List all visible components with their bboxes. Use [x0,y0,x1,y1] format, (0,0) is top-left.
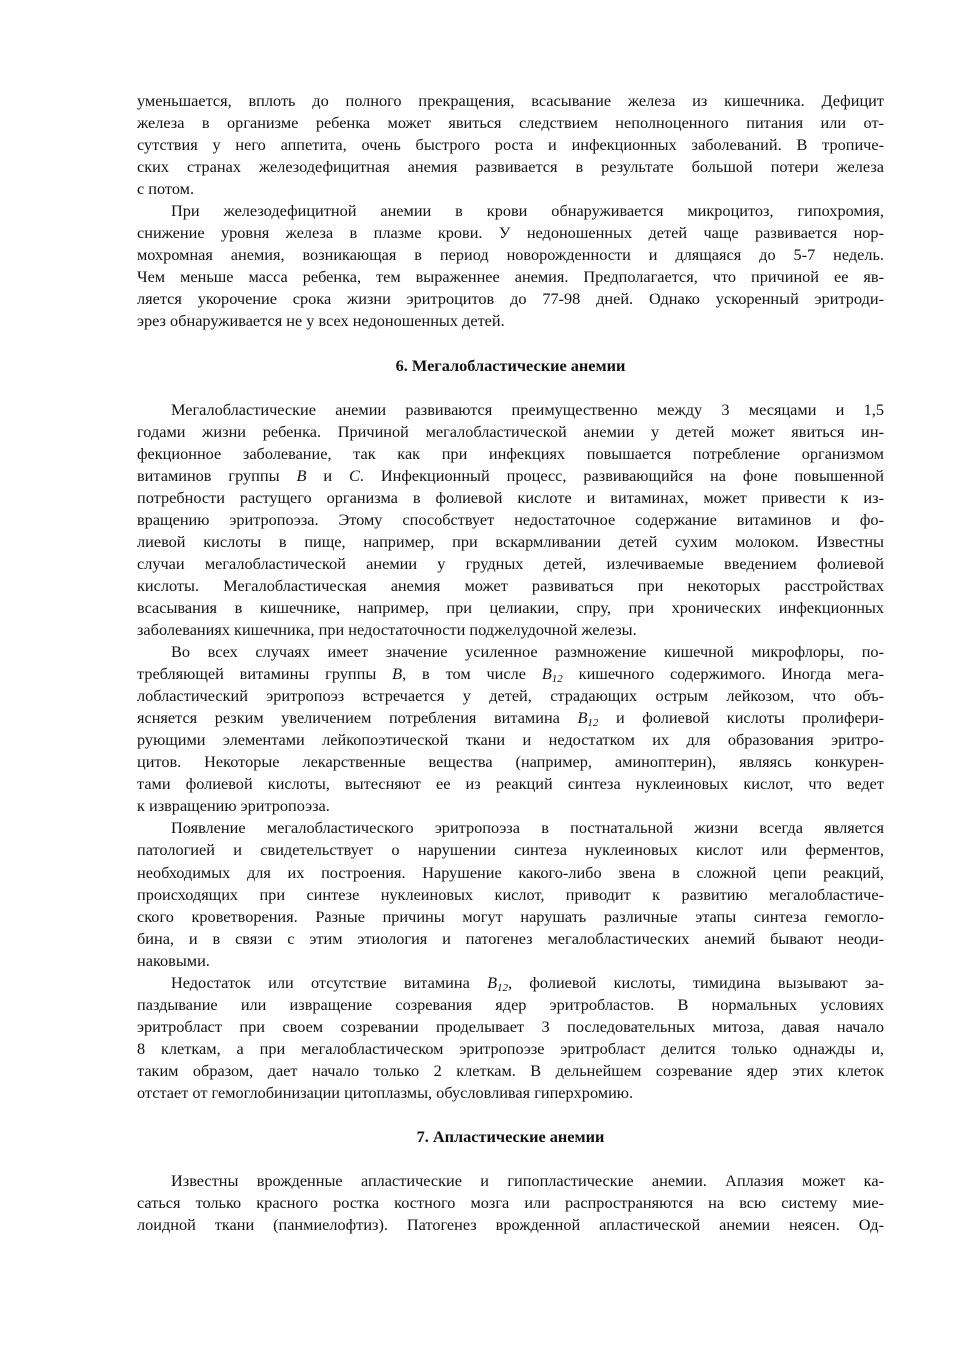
text-line: лобластический эритропоэз встречается у детей, страдающих острым лейкозом, что объ- [137,686,884,706]
text-line: тами фолиевой кислоты, вытесняют ее из реакций синтеза нуклеиновых кислот, что ведет [137,774,884,794]
text-line: к извращению эритропоэза. [137,796,330,816]
text-line: снижение уровня железа в плазме крови. У недоношенных детей чаще развивается нор- [137,223,884,243]
text-line: паздывание или извращение созревания ядер эритробластов. В нормальных условиях [137,994,884,1014]
text-line: фекционное заболевание, так как при инфекциях повышается потребление организмом [137,443,884,463]
text-line: требляющей витамины группы B, в том числе $B_{12}$ кишечного содержимого. Иногда мега- [137,664,884,686]
paragraph [137,1170,884,1236]
text-line: патологией и свидетельствует о нарушении синтеза нуклеиновых кислот или ферментов, [137,840,884,860]
text-line: вращению эритропоэза. Этому способствует недостаточное содержание витаминов и фо- [137,509,884,529]
text-line: наковыми. [137,950,210,970]
text-line: сутствия у него аппетита, очень быстрого роста и инфекционных заболеваний. В тропиче- [137,135,884,155]
text-line: Мегалобластические анемии развиваются преимущественно между 3 месяцами и 1,5 [171,399,884,419]
text-line: рующими элементами лейкопоэтической ткани и недостатком их для образования эритро- [137,730,884,750]
text-line: ских странах железодефицитная анемия развивается в результате большой потери железа [137,157,884,177]
text-line: бина, и в связи с этим этиология и патогенез мегалобластических анемий бывают неоди- [137,928,884,948]
section-heading: 6. Мегалобластические анемии [395,355,626,375]
paragraph [137,972,884,1104]
paragraph [137,399,884,642]
paragraph [137,90,884,200]
text-line: эритробласт при своем созревании проделывает 3 последовательных митоза, давая начало [137,1016,884,1036]
text-line: При железодефицитной анемии в крови обнаруживается микроцитоз, гипохромия, [171,201,884,221]
text-line: отстает от гемоглобинизации цитоплазмы, обусловливая гиперхромию. [137,1082,634,1102]
text-line: с потом. [137,179,195,199]
text-line: витаминов группы B и C. Инфекционный процесс, развивающийся на фоне повышенной [137,465,884,485]
text-line: уменьшается, вплоть до полного прекращения, всасывание железа из кишечника. Дефицит [137,91,884,110]
text-line: Во всех случаях имеет значение усиленное размножение кишечной микрофлоры, по- [171,642,884,662]
text-line: случаи мегалобластической анемии у грудных детей, излечиваемые введением фолиевой [137,553,884,573]
text-line: Недостаток или отсутствие витамина $B_{12}$, фолиевой кислоты, тимидина вызывают за- [171,972,884,994]
text-line: ляется укорочение срока жизни эритроцитов до 77-98 дней. Однако ускоренный эритроди- [137,289,884,309]
text-line: необходимых для их построения. Нарушение какого-либо звена в сложной цепи реакций, [137,862,884,882]
paragraph [137,817,884,971]
paragraph [137,200,884,332]
text-line: всасывания в кишечнике, например, при целиакии, спру, при хронических инфекционных [137,597,884,617]
text-line: железа в организме ребенка может явиться следствием неполноценного питания или от- [137,113,884,133]
text-line: Появление мегалобластического эритропоэза в постнатальной жизни всегда является [171,818,884,838]
text-line: происходящих при синтезе нуклеиновых кислот, приводит к развитию мегалобластиче- [137,884,884,904]
text-line: 8 клеткам, а при мегалобластическом эритропоэзе эритробласт делится только однажды и, [137,1038,884,1058]
text-line: лоидной ткани (панмиелофтиз). Патогенез врожденной апластической анемии неясен. Од- [137,1215,884,1235]
text-line: мохромная анемия, возникающая в период новорожденности и длящаяся до 5-7 недель. [137,245,884,265]
text-line: таким образом, дает начало только 2 клеткам. В дельнейшем созревание ядер этих клеток [137,1060,884,1080]
section-heading: 7. Апластические анемии [416,1127,605,1147]
text-line: эрез обнаруживается не у всех недоношенных детей. [137,311,505,331]
text-line: ского кроветворения. Разные причины могут нарушать различные этапы синтеза гемогло- [137,906,884,926]
text-line: потребности растущего организма в фолиевой кислоте и витаминах, может привести к из- [137,487,884,507]
text-line: кислоты. Мегалобластическая анемия может развиваться при некоторых расстройствах [137,575,884,595]
text-line: ясняется резким увеличением потребления витамина $B_{12}$ и фолиевой кислоты пролифери- [137,708,885,730]
paragraph [137,641,884,817]
text-line: саться только красного ростка костного мозга или распространяются на всю систему мие- [137,1193,884,1213]
text-line: лиевой кислоты в пище, например, при вскармливании детей сухим молоком. Известны [137,531,884,551]
text-line: Известны врожденные апластические и гипопластические анемии. Аплазия может ка- [171,1171,884,1191]
text-line: Чем меньше масса ребенка, тем выраженнее анемия. Предполагается, что причиной ее яв- [137,267,884,287]
text-line: цитов. Некоторые лекарственные вещества (например, аминоптерин), являясь конкурен- [137,752,884,772]
text-line: годами жизни ребенка. Причиной мегалобластической анемии у детей может явиться ин- [137,421,884,441]
text-line: заболеваниях кишечника, при недостаточности поджелудочной железы. [137,619,637,639]
